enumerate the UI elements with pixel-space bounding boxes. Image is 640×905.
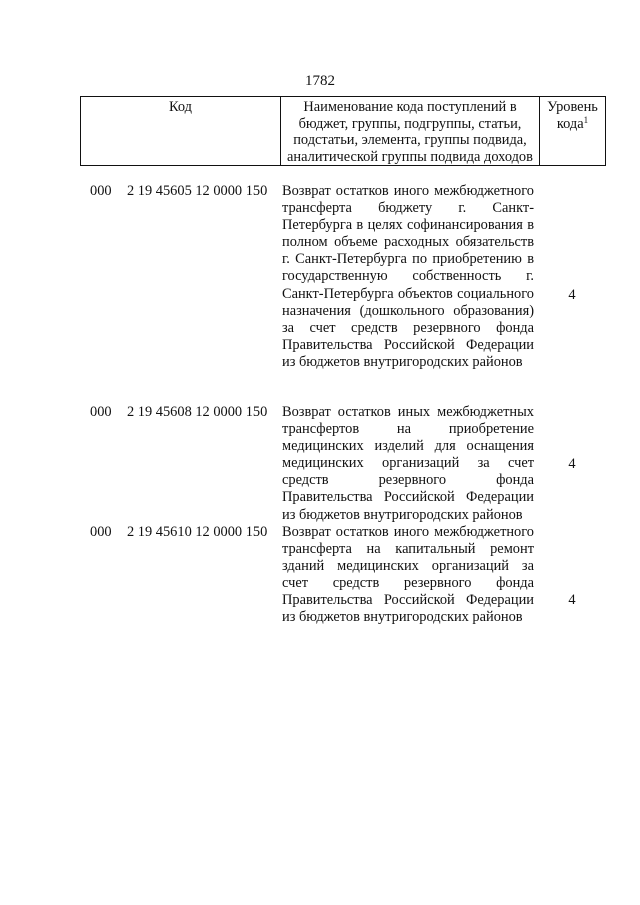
row-admin-code: 000 [90,183,112,199]
header-level-footnote: 1 [583,114,589,125]
row-description: Возврат остатков иных межбюджетных трансфертов на приобретение медицинских изделий для оснащения медицинских организаций за счет средств резервного фонда Правительства Российской Федерации из бюджетов внутригородских районов [282,404,534,523]
row-admin-code: 000 [90,524,112,540]
page-number: 1782 [305,73,335,89]
header-level-label: Уровень кода [547,99,598,132]
row-revenue-code: 2 19 45610 12 0000 150 [127,524,268,540]
row-revenue-code: 2 19 45608 12 0000 150 [127,404,268,420]
row-level: 4 [568,456,576,472]
row-description: Возврат остатков иного межбюджетного трансферта на капитальный ремонт зданий медицинских организаций за счет средств резервного фонда Правительства Российской Федерации из бюджетов внутригородских районов [282,524,534,626]
row-level: 4 [568,287,576,303]
row-description: Возврат остатков иного межбюджетного трансферта бюджету г. Санкт-Петербурга в целях софинансирования в полном объеме расходных обязательств г. Санкт-Петербурга по приобретению в государственную собственность г. Санкт-Петербурга объектов социального назначения (дошкольного образования) за счет средств резервного фонда Правительства Российской Федерации из бюджетов внутригородских районов [282,183,534,370]
table-header [80,96,606,166]
row-revenue-code: 2 19 45605 12 0000 150 [127,183,268,199]
row-admin-code: 000 [90,404,112,420]
header-code: Код [81,97,281,165]
header-name: Наименование кода поступлений в бюджет, группы, подгруппы, статьи, подстатьи, элемента, группы подвида, аналитической группы подвида доходов [281,97,540,165]
row-level: 4 [568,592,576,608]
header-level [540,97,605,165]
